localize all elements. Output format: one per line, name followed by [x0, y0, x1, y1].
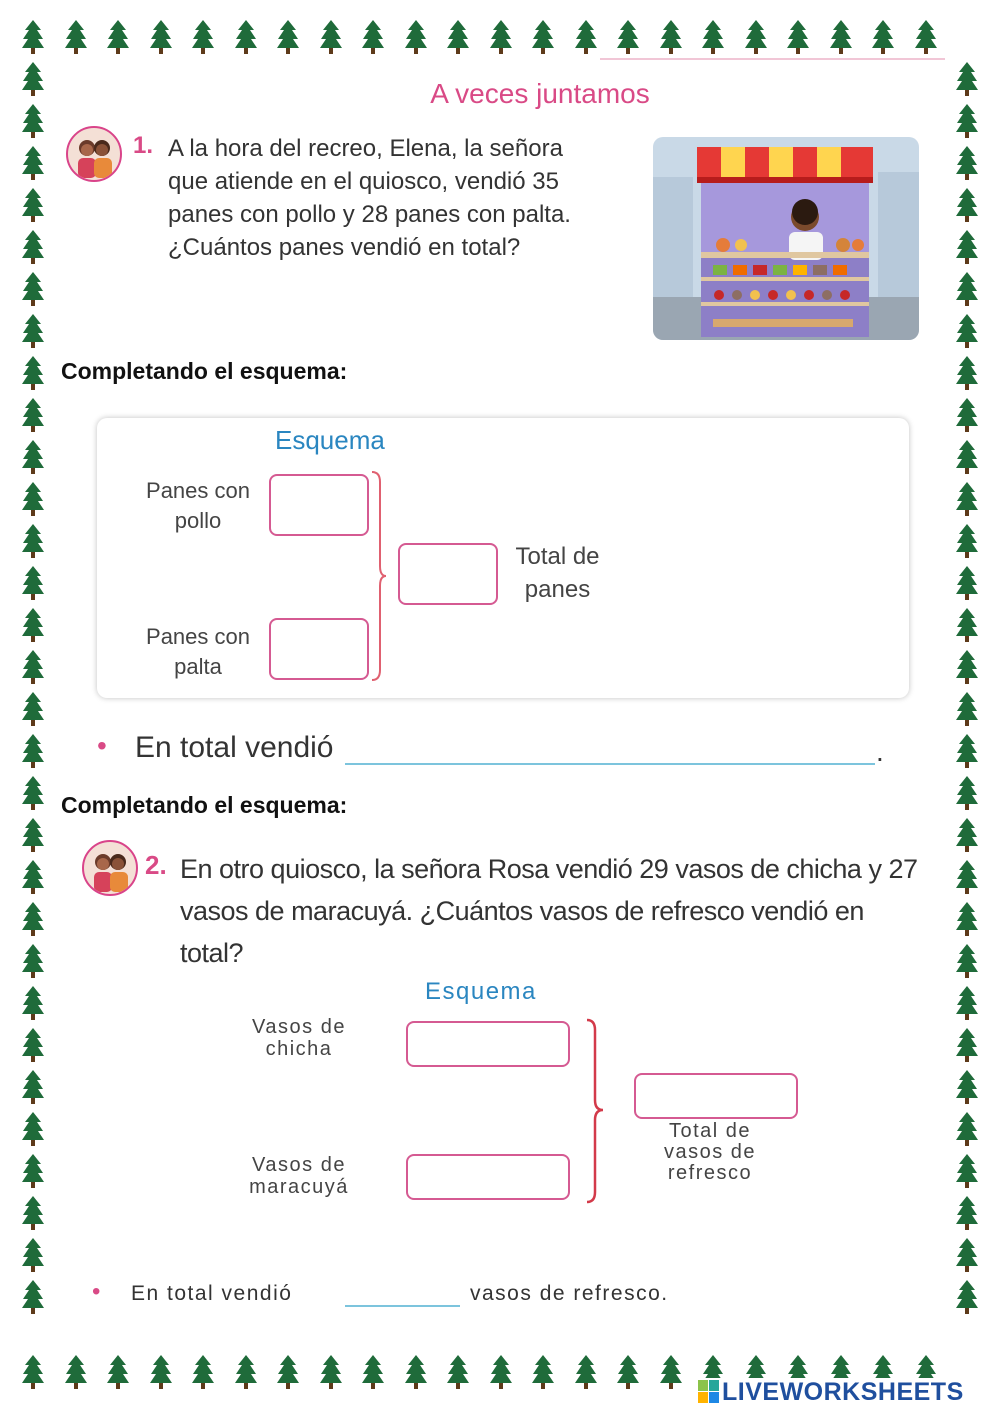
- children-avatar-icon: [66, 126, 122, 182]
- scheme-2-label-bottom: Vasos de maracuyá: [249, 1154, 349, 1198]
- pine-tree-icon: [192, 20, 214, 54]
- pine-tree-icon: [490, 20, 512, 54]
- pine-tree-icon: [956, 1154, 978, 1188]
- pine-tree-icon: [192, 1355, 214, 1389]
- scheme-1-input-total[interactable]: [398, 543, 498, 605]
- pine-tree-icon: [956, 1280, 978, 1314]
- pine-tree-icon: [956, 1070, 978, 1104]
- pine-tree-icon: [277, 20, 299, 54]
- pine-tree-icon: [22, 188, 44, 222]
- pine-tree-icon: [956, 818, 978, 852]
- problem-2-number: 2.: [145, 850, 167, 880]
- pine-tree-icon: [617, 1355, 639, 1389]
- answer-1-text: En total vendió: [135, 731, 334, 764]
- answer-1-blank[interactable]: [345, 762, 875, 765]
- pine-tree-icon: [277, 1355, 299, 1389]
- pine-tree-icon: [22, 608, 44, 642]
- pine-tree-icon: [22, 398, 44, 432]
- pine-tree-icon: [150, 20, 172, 54]
- pine-tree-icon: [956, 1196, 978, 1230]
- pine-tree-icon: [617, 20, 639, 54]
- pine-tree-icon: [447, 20, 469, 54]
- pine-tree-icon: [956, 440, 978, 474]
- scheme-1-label-top: Panes con pollo: [146, 478, 250, 533]
- tree-border-top: [0, 20, 1000, 70]
- pine-tree-icon: [956, 692, 978, 726]
- pine-tree-icon: [22, 272, 44, 306]
- pine-tree-icon: [956, 1112, 978, 1146]
- pine-tree-icon: [956, 944, 978, 978]
- kiosk-illustration: [653, 137, 919, 340]
- pine-tree-icon: [22, 650, 44, 684]
- problem-1-text: A la hora del recreo, Elena, la señora que atiende en el quiosco, vendió 35 panes con pollo y 28 panes con palta. ¿Cuántos panes vendió en total?: [168, 135, 571, 261]
- title-decor-line: [600, 58, 945, 60]
- scheme-2-label-top: Vasos de chicha: [252, 1016, 346, 1060]
- pine-tree-icon: [956, 1028, 978, 1062]
- pine-tree-icon: [956, 776, 978, 810]
- pine-tree-icon: [956, 734, 978, 768]
- pine-tree-icon: [22, 524, 44, 558]
- pine-tree-icon: [22, 818, 44, 852]
- pine-tree-icon: [956, 146, 978, 180]
- pine-tree-icon: [22, 566, 44, 600]
- pine-tree-icon: [956, 62, 978, 96]
- pine-tree-icon: [22, 1196, 44, 1230]
- scheme-1-title: Esquema: [275, 425, 385, 455]
- lws-logo-icon: [698, 1380, 720, 1404]
- pine-tree-icon: [22, 1280, 44, 1314]
- pine-tree-icon: [956, 272, 978, 306]
- pine-tree-icon: [956, 230, 978, 264]
- tree-border-right: [954, 0, 1000, 1413]
- pine-tree-icon: [660, 1355, 682, 1389]
- scheme-2-title: Esquema: [425, 978, 537, 1005]
- pine-tree-icon: [22, 146, 44, 180]
- pine-tree-icon: [320, 20, 342, 54]
- pine-tree-icon: [235, 1355, 257, 1389]
- page-title: A veces juntamos: [430, 78, 650, 109]
- pine-tree-icon: [22, 440, 44, 474]
- pine-tree-icon: [956, 986, 978, 1020]
- pine-tree-icon: [956, 860, 978, 894]
- pine-tree-icon: [956, 524, 978, 558]
- answer-2-bullet: •: [92, 1278, 101, 1305]
- pine-tree-icon: [22, 1112, 44, 1146]
- pine-tree-icon: [22, 104, 44, 138]
- pine-tree-icon: [660, 20, 682, 54]
- pine-tree-icon: [22, 1028, 44, 1062]
- pine-tree-icon: [22, 692, 44, 726]
- liveworksheets-logo: [698, 1378, 990, 1408]
- children-avatar-2-icon: [82, 840, 138, 896]
- pine-tree-icon: [107, 1355, 129, 1389]
- pine-tree-icon: [575, 20, 597, 54]
- pine-tree-icon: [956, 902, 978, 936]
- scheme-2-input-total[interactable]: [634, 1073, 798, 1119]
- tree-border-left: [20, 0, 70, 1413]
- answer-2-text-before: En total vendió: [131, 1282, 293, 1305]
- pine-tree-icon: [915, 20, 937, 54]
- pine-tree-icon: [956, 566, 978, 600]
- pine-tree-icon: [830, 20, 852, 54]
- pine-tree-icon: [22, 860, 44, 894]
- pine-tree-icon: [22, 1154, 44, 1188]
- pine-tree-icon: [702, 20, 724, 54]
- pine-tree-icon: [956, 482, 978, 516]
- pine-tree-icon: [956, 1238, 978, 1272]
- pine-tree-icon: [22, 944, 44, 978]
- pine-tree-icon: [235, 20, 257, 54]
- pine-tree-icon: [22, 230, 44, 264]
- pine-tree-icon: [575, 1355, 597, 1389]
- answer-2-text-after: vasos de refresco.: [470, 1282, 669, 1305]
- pine-tree-icon: [22, 314, 44, 348]
- pine-tree-icon: [22, 1238, 44, 1272]
- pine-tree-icon: [107, 20, 129, 54]
- section-1-heading: Completando el esquema:: [61, 358, 348, 384]
- scheme-1-label-total: Total de panes: [515, 543, 600, 603]
- pine-tree-icon: [362, 20, 384, 54]
- pine-tree-icon: [532, 20, 554, 54]
- pine-tree-icon: [22, 1070, 44, 1104]
- brand-name: LIVEWORKSHEETS: [722, 1378, 964, 1406]
- pine-tree-icon: [22, 902, 44, 936]
- pine-tree-icon: [490, 1355, 512, 1389]
- pine-tree-icon: [22, 62, 44, 96]
- pine-tree-icon: [320, 1355, 342, 1389]
- scheme-1-label-bottom: Panes con palta: [146, 624, 250, 679]
- section-2-heading: Completando el esquema:: [61, 792, 348, 818]
- answer-1-bullet: •: [97, 730, 107, 761]
- pine-tree-icon: [362, 1355, 384, 1389]
- problem-2-text: En otro quiosco, la señora Rosa vendió 29 vasos de chicha y 27 vasos de maracuyá. ¿Cuántos vasos de refresco vendió en total?: [180, 854, 918, 968]
- pine-tree-icon: [22, 356, 44, 390]
- scheme-2-input-top[interactable]: [406, 1021, 570, 1067]
- scheme-1-input-bottom[interactable]: [269, 618, 369, 680]
- pine-tree-icon: [405, 20, 427, 54]
- pine-tree-icon: [22, 776, 44, 810]
- pine-tree-icon: [956, 650, 978, 684]
- scheme-1-input-top[interactable]: [269, 474, 369, 536]
- pine-tree-icon: [956, 104, 978, 138]
- pine-tree-icon: [956, 608, 978, 642]
- problem-1-number: 1.: [133, 132, 154, 159]
- answer-1-period: .: [876, 736, 884, 767]
- pine-tree-icon: [956, 314, 978, 348]
- pine-tree-icon: [447, 1355, 469, 1389]
- pine-tree-icon: [745, 20, 767, 54]
- pine-tree-icon: [22, 482, 44, 516]
- pine-tree-icon: [872, 20, 894, 54]
- answer-2-blank[interactable]: [345, 1304, 460, 1307]
- pine-tree-icon: [22, 734, 44, 768]
- pine-tree-icon: [405, 1355, 427, 1389]
- pine-tree-icon: [787, 20, 809, 54]
- pine-tree-icon: [22, 986, 44, 1020]
- scheme-2-brace: [585, 1018, 607, 1204]
- pine-tree-icon: [150, 1355, 172, 1389]
- pine-tree-icon: [532, 1355, 554, 1389]
- pine-tree-icon: [956, 188, 978, 222]
- scheme-2-input-bottom[interactable]: [406, 1154, 570, 1200]
- pine-tree-icon: [956, 398, 978, 432]
- scheme-1-brace: [370, 470, 390, 682]
- pine-tree-icon: [956, 356, 978, 390]
- scheme-2-label-total: Total de vasos de refresco: [663, 1120, 757, 1184]
